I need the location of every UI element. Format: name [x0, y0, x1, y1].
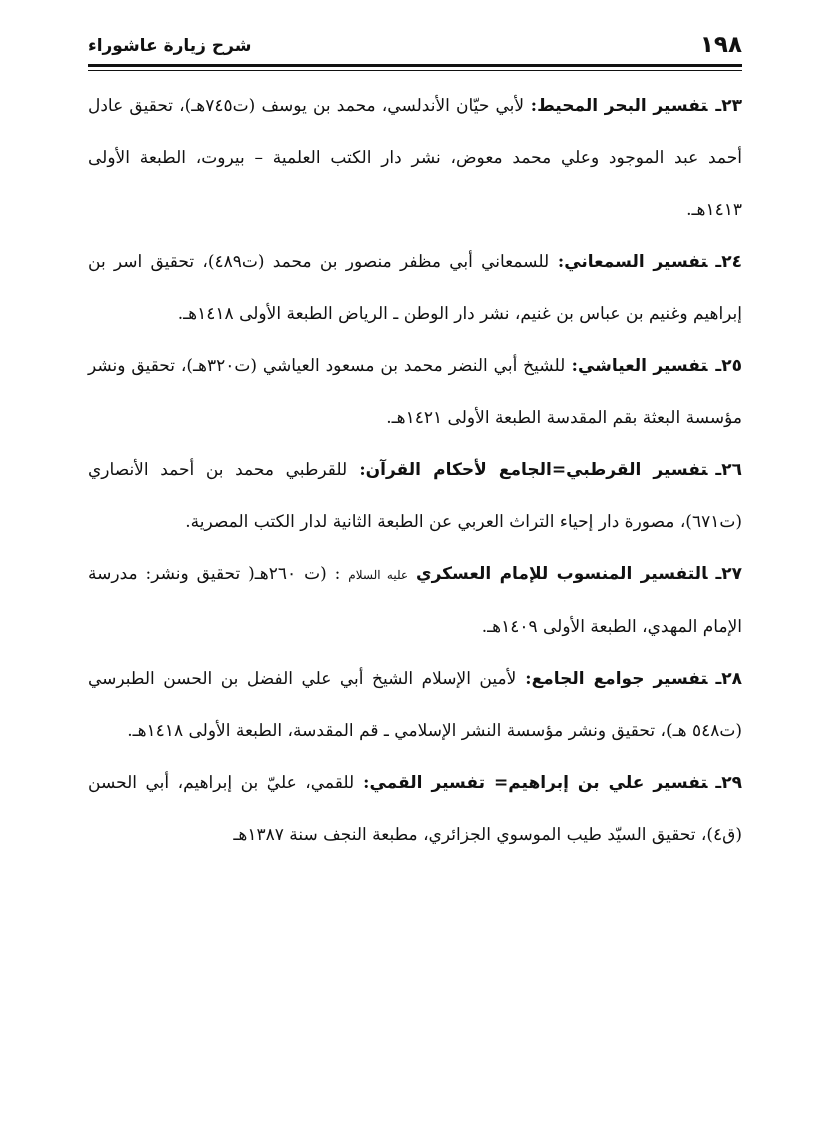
bibliography-entry: ٢٥ـتفسير العياشي: للشيخ أبي النضر محمد بن مسعود العياشي (ت٣٢٠هـ)، تحقيق ونشر مؤسسة البعثة بقم المقدسة الطبعة الأولى ١٤٢١هـ. — [88, 356, 742, 428]
entry-title: تفسير البحر المحيط — [537, 96, 708, 116]
page-header — [88, 28, 742, 64]
entry-number: ٢٤ـ — [715, 252, 742, 272]
running-title: شرح زيارة عاشوراء — [88, 36, 252, 56]
entry-text: لأمين الإسلام الشيخ أبي علي الفضل بن الحسن الطبرسي (ت٥٤٨ هـ)، تحقيق ونشر مؤسسة النشر الإسلامي ـ قم المقدسة، الطبعة الأولى ١٤١٨هـ. — [88, 669, 742, 741]
header-rule-thin — [88, 70, 742, 71]
header-rule-thick — [88, 64, 742, 67]
entry-number: ٢٦ـ — [715, 460, 742, 480]
entry-text: : (ت ٢٦٠هـ( تحقيق ونشر: مدرسة الإمام المهدي، الطبعة الأولى ١٤٠٩هـ. — [88, 564, 742, 637]
entry-number: ٢٩ـ — [715, 773, 742, 793]
bibliography-entry: ٢٦ـتفسير القرطبي=الجامع لأحكام القرآن: للقرطبي محمد بن أحمد الأنصاري (ت٦٧١)، مصورة دار إحياء التراث العربي عن الطبعة الثانية لدار الكتب المصرية. — [88, 460, 742, 532]
page-number: ١٩٨ — [699, 32, 742, 58]
entry-number: ٢٥ـ — [715, 356, 742, 376]
entry-text: للقمي، عليّ بن إبراهيم، أبي الحسن (ق٤)، تحقيق السيّد طيب الموسوي الجزائري، مطبعة النجف سنة ١٣٨٧هـ — [88, 773, 742, 845]
bibliography-entry: ٢٩ـتفسير علي بن إبراهيم= تفسير القمي: للقمي، عليّ بن إبراهيم، أبي الحسن (ق٤)، تحقيق السيّد طيب الموسوي الجزائري، مطبعة النجف سنة ١٣٨٧هـ — [88, 773, 742, 845]
entry-number: ٢٨ـ — [715, 669, 743, 689]
entry-title: التفسير المنسوب للإمام العسكري — [416, 564, 708, 584]
entry-text: للشيخ أبي النضر محمد بن مسعود العياشي (ت٣٢٠هـ)، تحقيق ونشر مؤسسة البعثة بقم المقدسة الطبعة الأولى ١٤٢١هـ. — [88, 356, 742, 428]
entry-title: تفسير القرطبي=الجامع لأحكام القرآن — [365, 460, 708, 480]
entry-text: للقرطبي محمد بن أحمد الأنصاري (ت٦٧١)، مصورة دار إحياء التراث العربي عن الطبعة الثانية لدار الكتب المصرية. — [88, 460, 742, 532]
entry-title: تفسير علي بن إبراهيم= تفسير القمي — [369, 773, 708, 793]
entry-number: ٢٧ـ — [715, 564, 743, 584]
bibliography-entry — [88, 548, 742, 653]
entry-title: تفسير جوامع الجامع — [531, 669, 708, 689]
bibliography-entry: ٢٤ـتفسير السمعاني: للسمعاني أبي مظفر منصور بن محمد (ت٤٨٩)، تحقيق اسر بن إبراهيم وغنيم بن عباس بن غنيم، نشر دار الوطن ـ الرياض الطبعة الأولى ١٤١٨هـ. — [88, 252, 742, 324]
entry-text: للسمعاني أبي مظفر منصور بن محمد (ت٤٨٩)، تحقيق اسر بن إبراهيم وغنيم بن عباس بن غنيم، نشر دار الوطن ـ الرياض الطبعة الأولى ١٤١٨هـ. — [88, 252, 742, 324]
entry-title: تفسير العياشي — [577, 356, 708, 376]
bibliography-entry: ٢٨ـتفسير جوامع الجامع: لأمين الإسلام الشيخ أبي علي الفضل بن الحسن الطبرسي (ت٥٤٨ هـ)، تحقيق ونشر مؤسسة النشر الإسلامي ـ قم المقدسة، الطبعة الأولى ١٤١٨هـ. — [88, 669, 743, 741]
entry-text: لأبي حيّان الأندلسي، محمد بن يوسف (ت٧٤٥هـ)، تحقيق عادل أحمد عبد الموجود وعلي محمد معوض، نشر دار الكتب العلمية – بيروت، الطبعة الأولى ١٤١٣هـ. — [88, 96, 742, 220]
bibliography-list — [88, 80, 742, 861]
entry-title: تفسير السمعاني — [564, 252, 708, 272]
entry-number: ٢٣ـ — [715, 96, 742, 116]
bibliography-entry: ٢٣ـتفسير البحر المحيط: لأبي حيّان الأندلسي، محمد بن يوسف (ت٧٤٥هـ)، تحقيق عادل أحمد عبد الموجود وعلي محمد معوض، نشر دار الكتب العلمية – بيروت، الطبعة الأولى ١٤١٣هـ. — [88, 96, 742, 220]
honorific-glyph: عليه السلام — [348, 568, 409, 582]
